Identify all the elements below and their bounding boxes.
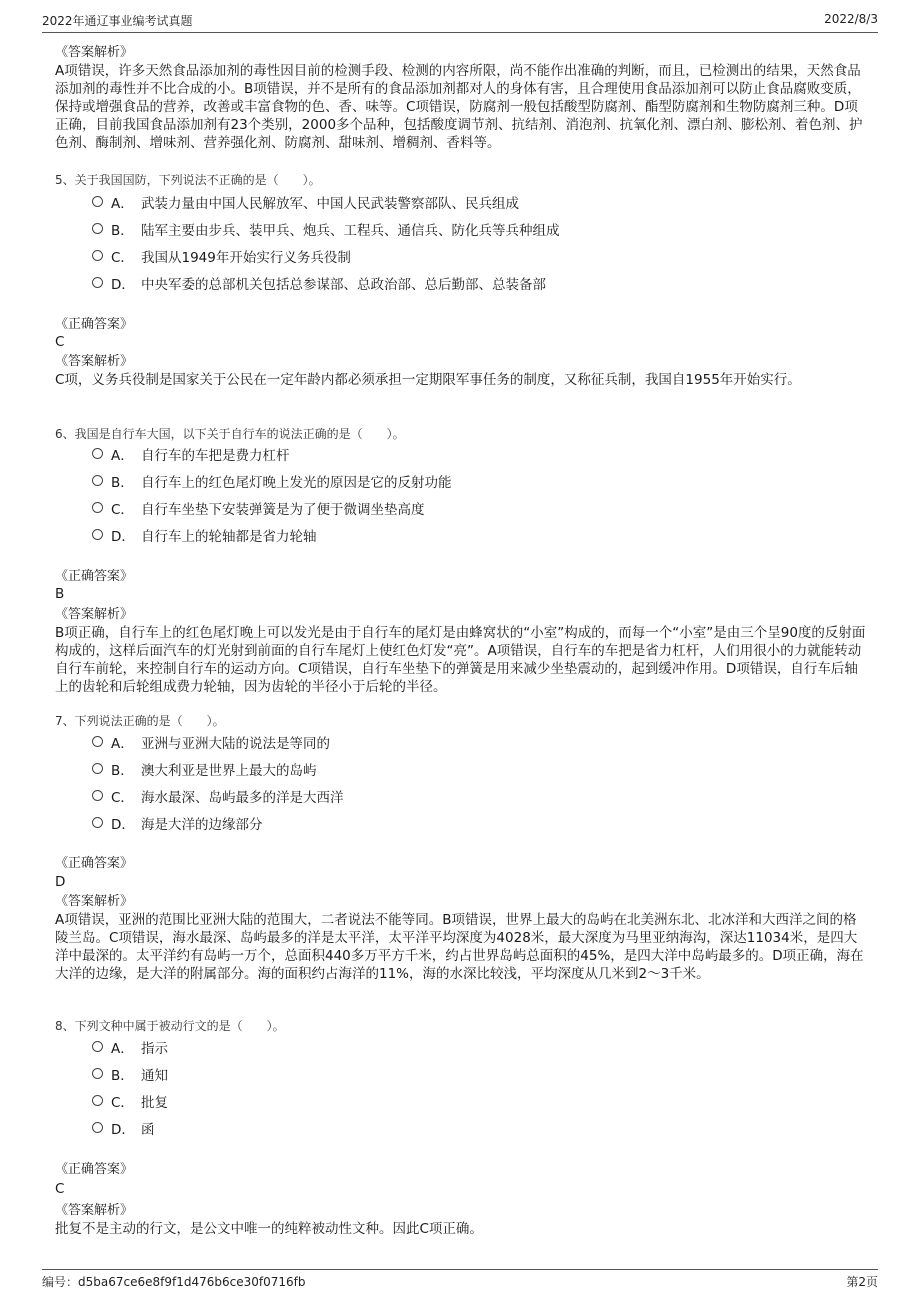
answer-value: C [55,1181,65,1197]
question-stem: 5、关于我国国防，下列说法不正确的是（ ）。 [55,173,321,187]
radio-icon[interactable] [92,1122,103,1133]
option-b[interactable]: B． 通知 [92,1060,168,1087]
option-b[interactable]: B． 陆军主要由步兵、装甲兵、炮兵、工程兵、通信兵、防化兵等兵种组成 [92,215,560,242]
option-b[interactable]: B． 澳大利亚是世界上最大的岛屿 [92,755,344,782]
answer-value: C [55,334,65,350]
options-list [92,440,452,548]
radio-icon[interactable] [92,277,103,288]
option-d[interactable]: D． 海是大洋的边缘部分 [92,809,344,836]
footer-divider [42,1269,878,1270]
header-divider [42,32,878,33]
option-d[interactable]: D． 中央军委的总部机关包括总参谋部、总政治部、总后勤部、总装备部 [92,269,560,296]
analysis-label: 《答案解析》 [55,894,134,909]
analysis-label: 《答案解析》 [55,354,134,369]
option-d[interactable]: D． 函 [92,1114,168,1141]
radio-icon[interactable] [92,1041,103,1052]
analysis-text: B项正确，自行车上的红色尾灯晚上可以发光是由于自行车的尾灯是由蜂窝状的“小室”构成的，而每一个“小室”是由三个呈90度的反射面构成的，这样后面汽车的灯光射到前面的自行车尾灯上使红色灯发“亮”。A项错误，自行车的车把是省力杠杆，人们用很小的力就能转动自行车前轮，来控制自行车的运动方向。C项错误，自行车坐垫下的弹簧是用来减少坐垫震动的，起到缓冲作用。D项错误，自行车后轴上的齿轮和后轮组成费力轮轴，因为齿轮的半径小于后轮的半径。 [55,625,866,695]
option-a[interactable]: A． 指示 [92,1033,168,1060]
analysis-text: 批复不是主动的行文，是公文中唯一的纯粹被动性文种。因此C项正确。 [55,1221,483,1237]
radio-icon[interactable] [92,763,103,774]
options-list [92,1033,168,1141]
radio-icon[interactable] [92,1095,103,1106]
radio-icon[interactable] [92,529,103,540]
radio-icon[interactable] [92,790,103,801]
analysis-label: 《答案解析》 [55,45,134,60]
radio-icon[interactable] [92,223,103,234]
option-d[interactable]: D． 自行车上的轮轴都是省力轮轴 [92,521,452,548]
answer-label: 《正确答案》 [55,569,134,584]
option-b[interactable]: B． 自行车上的红色尾灯晚上发光的原因是它的反射功能 [92,467,452,494]
options-list [92,188,560,296]
analysis-label: 《答案解析》 [55,1203,134,1218]
question-stem: 7、下列说法正确的是（ ）。 [55,714,225,728]
radio-icon[interactable] [92,250,103,261]
option-a[interactable]: A． 自行车的车把是费力杠杆 [92,440,452,467]
radio-icon[interactable] [92,448,103,459]
analysis-text: A项错误，亚洲的范围比亚洲大陆的范围大，二者说法不能等同。B项错误，世界上最大的岛屿在北美洲东北、北冰洋和大西洋之间的格陵兰岛。C项错误，海水最深、岛屿最多的洋是太平洋，太平洋平均深度为4028米，最大深度为马里亚纳海沟，深达11034米，是四大洋中最深的。太平洋约有岛屿一万个，总面积440多万平方千米，约占世界岛屿总面积的45%，是四大洋中岛屿最多的。D项正确，海在大洋的边缘，是大洋的附属部分。海的面积约占海洋的11%，海的水深比较浅，平均深度从几米到2～3千米。 [55,912,864,982]
radio-icon[interactable] [92,1068,103,1079]
answer-label: 《正确答案》 [55,1162,134,1177]
option-c[interactable]: C． 海水最深、岛屿最多的洋是大西洋 [92,782,344,809]
document-date: 2022/8/3 [824,12,878,26]
question-stem: 6、我国是自行车大国，以下关于自行车的说法正确的是（ ）。 [55,427,405,441]
page-number: 第2页 [846,1275,878,1289]
option-a[interactable]: A． 亚洲与亚洲大陆的说法是等同的 [92,728,344,755]
options-list [92,728,344,836]
document-title: 2022年通辽事业编考试真题 [42,14,193,28]
answer-label: 《正确答案》 [55,317,134,332]
answer-value: D [55,874,66,890]
option-c[interactable]: C． 我国从1949年开始实行义务兵役制 [92,242,560,269]
option-a[interactable]: A． 武装力量由中国人民解放军、中国人民武装警察部队、民兵组成 [92,188,560,215]
radio-icon[interactable] [92,475,103,486]
radio-icon[interactable] [92,502,103,513]
analysis-text: C项，义务兵役制是国家关于公民在一定年龄内都必须承担一定期限军事任务的制度，又称征兵制，我国自1955年开始实行。 [55,372,801,388]
question-stem: 8、下列文种中属于被动行文的是（ ）。 [55,1019,285,1033]
page-header [42,12,878,30]
radio-icon[interactable] [92,196,103,207]
document-code: 编号：d5ba67ce6e8f9f1d476b6ce30f0716fb [42,1275,306,1289]
radio-icon[interactable] [92,736,103,747]
page-footer [42,1273,878,1290]
option-c[interactable]: C． 批复 [92,1087,168,1114]
radio-icon[interactable] [92,817,103,828]
analysis-text: A项错误，许多天然食品添加剂的毒性因目前的检测手段、检测的内容所限，尚不能作出准确的判断，而且，已检测出的结果，天然食品添加剂的毒性并不比合成的小。B项错误，并不是所有的食品添加剂都对人的身体有害，且合理使用食品添加剂可以防止食品腐败变质，保持或增强食品的营养，改善或丰富食物的色、香、味等。C项错误，防腐剂一般包括酸型防腐剂、酯型防腐剂和生物防腐剂三种。D项正确，目前我国食品添加剂有23个类别，2000多个品种，包括酸度调节剂、抗结剂、消泡剂、抗氧化剂、漂白剂、膨松剂、着色剂、护色剂、酶制剂、增味剂、营养强化剂、防腐剂、甜味剂、增稠剂、香料等。 [55,63,863,151]
answer-value: B [55,586,65,602]
answer-label: 《正确答案》 [55,856,134,871]
option-c[interactable]: C． 自行车坐垫下安装弹簧是为了便于微调坐垫高度 [92,494,452,521]
analysis-label: 《答案解析》 [55,607,134,622]
